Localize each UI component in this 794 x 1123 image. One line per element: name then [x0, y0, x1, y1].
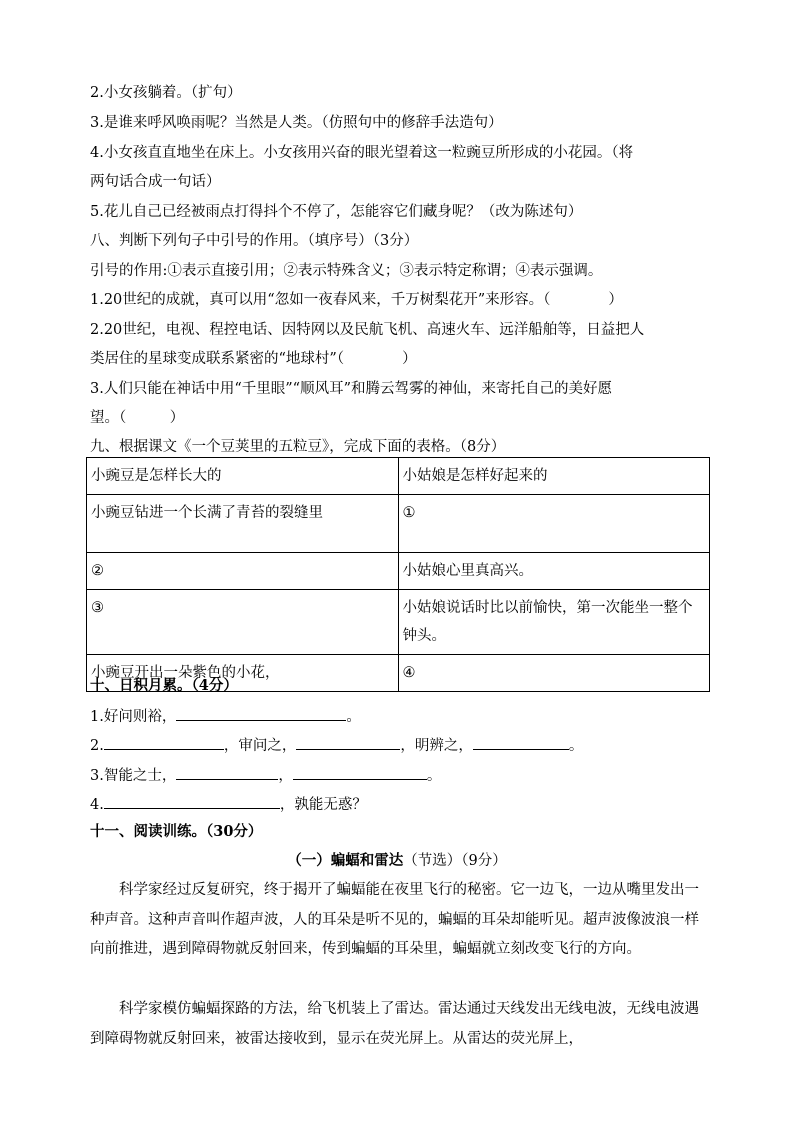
section-10-q2 — [90, 734, 583, 756]
table-header-cell: 小豌豆是怎样长大的 — [87, 458, 399, 495]
reading-subtitle-rest: （节选）（9分） — [403, 853, 507, 869]
table-header-cell: 小姑娘是怎样好起来的 — [398, 458, 710, 495]
section-9-title: 九、根据课文《一个豆荚里的五粒豆》，完成下面的表格。（8分） — [90, 439, 506, 455]
q4-prefix: 4. — [90, 797, 104, 813]
answer-blank[interactable] — [176, 705, 346, 721]
section-10-q4 — [90, 793, 367, 815]
q2-mid-2: ，明辨之， — [400, 738, 473, 754]
reading-subtitle — [0, 851, 794, 871]
answer-blank[interactable] — [176, 764, 278, 780]
q1-suffix: 。 — [346, 709, 361, 725]
section-8-q1: 1.20世纪的成就，真可以用“忽如一夜春风来，千万树梨花开”来形容。（ ） — [90, 292, 623, 308]
answer-blank[interactable] — [296, 734, 400, 750]
q3-suffix: 。 — [426, 768, 442, 784]
answer-blank[interactable] — [104, 734, 224, 750]
section-8-q2-line2: 类居住的星球变成联系紧密的“地球村”（ ） — [90, 351, 417, 367]
reading-subtitle-bold: （一）蝙蝠和雷达 — [287, 852, 404, 869]
q3-mid: ， — [278, 768, 293, 784]
q2-suffix: 。 — [568, 738, 584, 754]
q2-prefix: 2. — [90, 738, 104, 754]
table-cell: ④ — [398, 655, 710, 692]
section-11-title: 十一、阅读训练。（30分） — [90, 823, 263, 840]
answer-blank[interactable] — [473, 734, 569, 750]
answer-blank[interactable] — [104, 793, 280, 809]
section-8-key: 引号的作用:①表示直接引用；②表示特殊含义；③表示特定称谓；④表示强调。 — [90, 263, 603, 279]
q1-prefix: 1.好问则裕， — [90, 709, 177, 725]
question-4-line2: 两句话合成一句话） — [90, 174, 221, 190]
reading-paragraph-1: 科学家经过反复研究，终于揭开了蝙蝠能在夜里飞行的秘密。它一边飞，一边从嘴里发出一种声音。这种声音叫作超声波，人的耳朵是听不见的，蝙蝠的耳朵却能听见。超声波像波浪一样向前推进，遇到障碍物就反射回来，传到蝙蝠的耳朵里，蝙蝠就立刻改变飞行的方向。 — [90, 882, 699, 957]
table-cell: ③ — [87, 590, 399, 655]
section-8-q3-line2: 望。（ ） — [90, 410, 185, 426]
table-cell: 小姑娘心里真高兴。 — [398, 553, 710, 590]
question-2: 2.小女孩躺着。（扩句） — [90, 85, 242, 101]
section-10-title: 十、日积月累。（4分） — [90, 677, 238, 694]
question-3: 3.是谁来呼风唤雨呢？当然是人类。（仿照句中的修辞手法造句） — [90, 115, 503, 131]
table-row — [87, 553, 710, 590]
question-4-line1: 4.小女孩直直地坐在床上。小女孩用兴奋的眼光望着这一粒豌豆所形成的小花园。（将 — [90, 145, 634, 161]
question-5: 5.花儿自己已经被雨点打得抖个不停了，怎能容它们藏身呢？（改为陈述句） — [90, 204, 583, 220]
section-10-q3 — [90, 764, 441, 786]
section-10-q1 — [90, 705, 361, 727]
table-cell: 小姑娘说话时比以前愉快，第一次能坐一整个钟头。 — [398, 590, 710, 655]
table-row — [87, 495, 710, 553]
table-row — [87, 590, 710, 655]
section-8-q3-line1: 3.人们只能在神话中用“千里眼”“顺风耳”和腾云驾雾的神仙，来寄托自己的美好愿 — [90, 381, 612, 397]
table-cell: 小豌豆钻进一个长满了青苔的裂缝里 — [87, 495, 399, 553]
pea-table — [86, 457, 710, 692]
q3-prefix: 3.智能之士， — [90, 768, 177, 784]
answer-blank[interactable] — [293, 764, 427, 780]
reading-paragraph-2: 科学家模仿蝙蝠探路的方法，给飞机装上了雷达。雷达通过天线发出无线电波，无线电波遇到障碍物就反射回来，被雷达接收到，显示在荧光屏上。从雷达的荧光屏上， — [90, 1001, 699, 1047]
section-8-title: 八、判断下列句子中引号的作用。（填序号）（3分） — [90, 233, 419, 249]
table-cell: ① — [398, 495, 710, 553]
table-cell: ② — [87, 553, 399, 590]
q4-suffix: ，孰能无惑？ — [279, 797, 367, 813]
q2-mid-1: ，审问之， — [223, 738, 297, 754]
table-header-row — [87, 458, 710, 495]
table-cell: 小豌豆开出一朵紫色的小花， — [87, 655, 399, 692]
section-8-q2-line1: 2.20世纪，电视、程控电话、因特网以及民航飞机、高速火车、远洋船舶等，日益把人 — [90, 322, 645, 338]
